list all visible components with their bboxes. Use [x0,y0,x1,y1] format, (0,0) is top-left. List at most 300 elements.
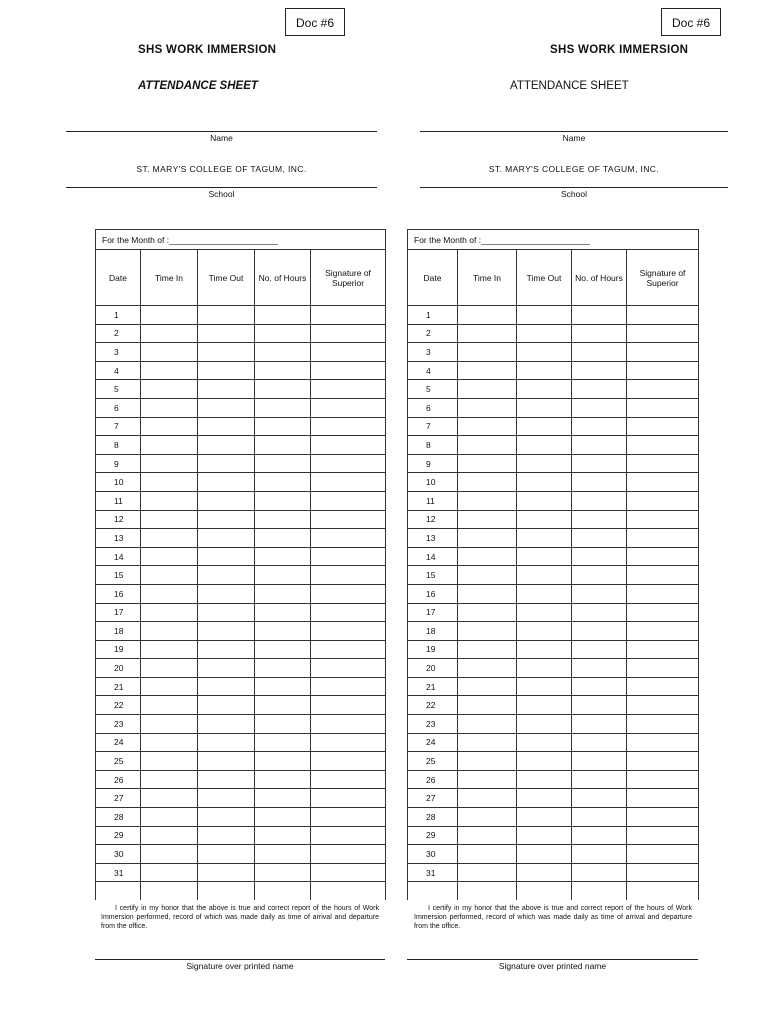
hours-cell[interactable] [255,417,311,436]
signature-cell[interactable] [311,343,386,362]
program-title: SHS WORK IMMERSION [138,44,277,56]
hours-cell[interactable] [255,454,311,473]
hours-cell[interactable] [255,770,311,789]
signature-cell[interactable] [627,622,699,641]
time-out-cell[interactable] [517,547,572,566]
time-in-cell[interactable] [458,436,517,455]
hours-cell[interactable] [572,770,627,789]
signature-cell[interactable] [311,863,386,882]
time-out-cell[interactable] [198,808,255,827]
hours-cell[interactable] [255,547,311,566]
hours-cell[interactable] [572,566,627,585]
table-row [96,398,386,417]
time-out-cell[interactable] [517,808,572,827]
table-row [408,361,699,380]
hours-cell[interactable] [572,826,627,845]
time-in-cell[interactable] [458,566,517,585]
signature-cell[interactable] [311,380,386,399]
hours-cell[interactable] [255,584,311,603]
hours-cell[interactable] [572,696,627,715]
signature-cell[interactable] [627,473,699,492]
time-out-cell[interactable] [198,715,255,734]
signature-cell[interactable] [627,808,699,827]
time-in-cell[interactable] [141,491,198,510]
signature-cell[interactable] [627,306,699,325]
signature-cell[interactable] [627,566,699,585]
signature-cell[interactable] [311,510,386,529]
hours-cell[interactable] [255,398,311,417]
time-out-cell[interactable] [517,529,572,548]
time-out-cell[interactable] [517,659,572,678]
time-in-cell[interactable] [458,306,517,325]
time-in-cell[interactable] [141,584,198,603]
signature-cell[interactable] [627,584,699,603]
time-in-cell[interactable] [141,733,198,752]
table-row [408,808,699,827]
hours-cell[interactable] [255,733,311,752]
time-out-cell[interactable] [198,398,255,417]
hours-cell[interactable] [255,789,311,808]
time-in-cell[interactable] [141,361,198,380]
time-out-cell[interactable] [517,789,572,808]
signature-cell[interactable] [311,696,386,715]
time-out-cell[interactable] [198,603,255,622]
time-in-cell[interactable] [458,510,517,529]
signature-cell[interactable] [627,826,699,845]
signature-cell[interactable] [311,845,386,864]
time-out-cell[interactable] [198,529,255,548]
hours-cell[interactable] [572,529,627,548]
table-row [408,510,699,529]
signature-cell[interactable] [627,491,699,510]
time-out-cell[interactable] [198,677,255,696]
doc-number-box: Doc #6 [285,8,345,36]
time-in-cell[interactable] [141,863,198,882]
hours-cell[interactable] [572,789,627,808]
hours-cell[interactable] [255,696,311,715]
table-row [96,845,386,864]
time-in-cell[interactable] [458,677,517,696]
time-in-cell[interactable] [458,324,517,343]
time-in-cell[interactable] [141,417,198,436]
time-in-cell[interactable] [141,770,198,789]
time-in-cell[interactable] [458,529,517,548]
hours-cell[interactable] [572,324,627,343]
header-row [408,250,699,306]
hours-cell[interactable] [255,361,311,380]
table-row [408,529,699,548]
signature-label: Signature over printed name [498,961,607,971]
time-out-cell[interactable] [517,398,572,417]
signature-cell[interactable] [311,473,386,492]
attendance-title: ATTENDANCE SHEET [510,80,629,92]
signature-cell[interactable] [627,677,699,696]
time-in-cell[interactable] [458,789,517,808]
signature-cell[interactable] [311,547,386,566]
time-out-cell[interactable] [517,306,572,325]
hours-cell[interactable] [255,603,311,622]
time-out-cell[interactable] [517,566,572,585]
signature-cell[interactable] [627,417,699,436]
month-label: For the Month of :_______________________ [96,230,386,250]
time-in-cell[interactable] [141,547,198,566]
hours-cell[interactable] [572,436,627,455]
doc-number-box: Doc #6 [661,8,721,36]
time-out-cell[interactable] [198,343,255,362]
column-header: Time In [141,250,198,306]
time-in-cell[interactable] [141,603,198,622]
program-title: SHS WORK IMMERSION [550,44,689,56]
hours-cell[interactable] [572,398,627,417]
school-line [420,187,728,188]
time-in-cell[interactable] [141,622,198,641]
signature-cell[interactable] [627,659,699,678]
time-in-cell[interactable] [141,306,198,325]
hours-cell[interactable] [572,677,627,696]
day-number: 27 [96,789,141,808]
hours-cell[interactable] [572,603,627,622]
signature-cell[interactable] [311,436,386,455]
time-out-cell[interactable] [517,677,572,696]
signature-cell[interactable] [627,863,699,882]
time-out-cell[interactable] [198,863,255,882]
signature-cell[interactable] [627,343,699,362]
time-out-cell[interactable] [198,640,255,659]
hours-cell[interactable] [572,491,627,510]
signature-cell[interactable] [311,659,386,678]
hours-cell[interactable] [572,715,627,734]
signature-cell[interactable] [311,677,386,696]
hours-cell[interactable] [255,752,311,771]
signature-cell[interactable] [311,640,386,659]
signature-cell[interactable] [311,417,386,436]
month-row [408,230,699,250]
hours-cell[interactable] [572,622,627,641]
time-out-cell[interactable] [198,696,255,715]
time-out-cell[interactable] [198,584,255,603]
time-in-cell[interactable] [141,566,198,585]
time-out-cell[interactable] [517,454,572,473]
time-in-cell[interactable] [141,454,198,473]
time-out-cell[interactable] [517,584,572,603]
time-in-cell[interactable] [458,473,517,492]
signature-cell[interactable] [311,566,386,585]
day-number: 25 [96,752,141,771]
signature-cell[interactable] [627,752,699,771]
time-out-cell[interactable] [198,770,255,789]
signature-cell[interactable] [627,845,699,864]
signature-cell[interactable] [627,640,699,659]
column-header: No. of Hours [255,250,311,306]
time-in-cell[interactable] [141,398,198,417]
time-in-cell[interactable] [141,529,198,548]
time-in-cell[interactable] [458,343,517,362]
time-out-cell[interactable] [198,826,255,845]
attendance-table [407,229,699,900]
hours-cell[interactable] [572,454,627,473]
day-number: 24 [96,733,141,752]
time-in-cell[interactable] [141,343,198,362]
time-out-cell[interactable] [198,733,255,752]
hours-cell[interactable] [255,715,311,734]
time-out-cell[interactable] [198,491,255,510]
time-out-cell[interactable] [198,436,255,455]
time-out-cell[interactable] [517,510,572,529]
time-out-cell[interactable] [517,622,572,641]
hours-cell[interactable] [572,584,627,603]
day-number: 16 [96,584,141,603]
hours-cell[interactable] [255,529,311,548]
time-in-cell[interactable] [458,640,517,659]
time-in-cell[interactable] [458,380,517,399]
hours-cell[interactable] [572,361,627,380]
day-number: 13 [408,529,458,548]
hours-cell[interactable] [572,380,627,399]
time-in-cell[interactable] [141,808,198,827]
table-row [96,417,386,436]
signature-cell[interactable] [627,380,699,399]
signature-cell[interactable] [311,733,386,752]
time-in-cell[interactable] [141,696,198,715]
time-in-cell[interactable] [458,808,517,827]
hours-cell[interactable] [255,826,311,845]
hours-cell[interactable] [572,306,627,325]
time-in-cell[interactable] [141,659,198,678]
time-out-cell[interactable] [198,361,255,380]
signature-cell[interactable] [627,603,699,622]
time-out-cell[interactable] [517,715,572,734]
time-out-cell[interactable] [198,417,255,436]
time-in-cell[interactable] [458,770,517,789]
time-in-cell[interactable] [458,584,517,603]
hours-cell[interactable] [572,510,627,529]
name-label: Name [210,133,233,143]
time-out-cell[interactable] [517,436,572,455]
day-number: 19 [96,640,141,659]
time-out-cell[interactable] [198,566,255,585]
time-out-cell[interactable] [517,324,572,343]
time-in-cell[interactable] [458,659,517,678]
signature-cell[interactable] [311,361,386,380]
name-line [420,131,728,132]
time-out-cell[interactable] [198,473,255,492]
hours-cell[interactable] [572,473,627,492]
time-out-cell[interactable] [517,491,572,510]
time-in-cell[interactable] [458,547,517,566]
signature-cell[interactable] [627,436,699,455]
hours-cell[interactable] [255,566,311,585]
time-out-cell[interactable] [517,696,572,715]
table-row [96,752,386,771]
time-out-cell[interactable] [198,510,255,529]
time-out-cell[interactable] [517,343,572,362]
table-row [96,677,386,696]
signature-cell[interactable] [311,454,386,473]
table-row [96,696,386,715]
time-out-cell[interactable] [198,789,255,808]
hours-cell[interactable] [255,640,311,659]
signature-cell[interactable] [627,770,699,789]
day-number: 26 [408,770,458,789]
time-in-cell[interactable] [141,715,198,734]
school-name: ST. MARY'S COLLEGE OF TAGUM, INC. [136,164,307,174]
hours-cell[interactable] [255,659,311,678]
time-in-cell[interactable] [141,436,198,455]
hours-cell[interactable] [255,845,311,864]
signature-cell[interactable] [311,808,386,827]
table-row [96,584,386,603]
hours-cell[interactable] [255,622,311,641]
signature-cell[interactable] [311,752,386,771]
hours-cell[interactable] [572,733,627,752]
time-out-cell[interactable] [198,845,255,864]
time-out-cell[interactable] [198,659,255,678]
time-in-cell[interactable] [141,510,198,529]
signature-cell[interactable] [311,398,386,417]
signature-cell[interactable] [627,510,699,529]
time-in-cell[interactable] [458,733,517,752]
signature-cell[interactable] [311,603,386,622]
hours-cell[interactable] [255,808,311,827]
hours-cell[interactable] [572,845,627,864]
hours-cell[interactable] [255,677,311,696]
time-out-cell[interactable] [517,380,572,399]
hours-cell[interactable] [255,510,311,529]
time-in-cell[interactable] [458,826,517,845]
blank-cell [572,882,627,901]
time-in-cell[interactable] [458,417,517,436]
time-in-cell[interactable] [141,845,198,864]
signature-cell[interactable] [627,398,699,417]
time-out-cell[interactable] [517,863,572,882]
attendance-table [95,229,386,900]
time-in-cell[interactable] [141,380,198,399]
hours-cell[interactable] [572,343,627,362]
signature-cell[interactable] [311,324,386,343]
attendance-table-body [408,230,699,901]
hours-cell[interactable] [572,863,627,882]
hours-cell[interactable] [255,343,311,362]
signature-cell[interactable] [311,789,386,808]
column-header: Time Out [198,250,255,306]
signature-cell[interactable] [311,622,386,641]
time-out-cell[interactable] [517,603,572,622]
time-out-cell[interactable] [198,622,255,641]
time-out-cell[interactable] [198,547,255,566]
signature-cell[interactable] [627,789,699,808]
time-out-cell[interactable] [517,826,572,845]
hours-cell[interactable] [572,640,627,659]
time-in-cell[interactable] [141,640,198,659]
time-out-cell[interactable] [198,380,255,399]
signature-cell[interactable] [627,454,699,473]
time-out-cell[interactable] [517,417,572,436]
signature-cell[interactable] [627,733,699,752]
hours-cell[interactable] [572,808,627,827]
time-in-cell[interactable] [141,473,198,492]
school-name: ST. MARY'S COLLEGE OF TAGUM, INC. [488,164,660,174]
time-in-cell[interactable] [458,361,517,380]
table-row [96,547,386,566]
time-in-cell[interactable] [458,752,517,771]
hours-cell[interactable] [572,417,627,436]
signature-cell[interactable] [627,529,699,548]
column-header: Date [408,250,458,306]
time-in-cell[interactable] [458,715,517,734]
time-out-cell[interactable] [517,473,572,492]
time-in-cell[interactable] [458,454,517,473]
time-out-cell[interactable] [198,306,255,325]
signature-cell[interactable] [311,715,386,734]
hours-cell[interactable] [572,659,627,678]
signature-cell[interactable] [627,361,699,380]
day-number: 7 [96,417,141,436]
time-in-cell[interactable] [141,752,198,771]
day-number: 31 [96,863,141,882]
signature-cell[interactable] [311,306,386,325]
hours-cell[interactable] [572,752,627,771]
time-in-cell[interactable] [141,324,198,343]
time-in-cell[interactable] [458,696,517,715]
hours-cell[interactable] [255,324,311,343]
signature-cell[interactable] [627,696,699,715]
signature-cell[interactable] [311,584,386,603]
time-out-cell[interactable] [517,640,572,659]
hours-cell[interactable] [255,436,311,455]
hours-cell[interactable] [255,380,311,399]
time-in-cell[interactable] [141,789,198,808]
time-out-cell[interactable] [198,324,255,343]
hours-cell[interactable] [255,473,311,492]
hours-cell[interactable] [572,547,627,566]
time-in-cell[interactable] [141,677,198,696]
blank-cell [141,882,198,901]
time-in-cell[interactable] [458,845,517,864]
signature-cell[interactable] [311,491,386,510]
time-out-cell[interactable] [198,454,255,473]
time-in-cell[interactable] [458,622,517,641]
hours-cell[interactable] [255,306,311,325]
time-in-cell[interactable] [458,398,517,417]
hours-cell[interactable] [255,491,311,510]
time-in-cell[interactable] [458,603,517,622]
signature-cell[interactable] [311,529,386,548]
time-in-cell[interactable] [141,826,198,845]
time-out-cell[interactable] [517,733,572,752]
blank-cell [255,882,311,901]
blank-cell [96,882,141,901]
signature-cell[interactable] [627,547,699,566]
table-row [408,770,699,789]
time-out-cell[interactable] [517,845,572,864]
table-row [96,808,386,827]
time-in-cell[interactable] [458,491,517,510]
signature-cell[interactable] [311,826,386,845]
time-in-cell[interactable] [458,863,517,882]
day-number: 5 [408,380,458,399]
day-number: 26 [96,770,141,789]
time-out-cell[interactable] [198,752,255,771]
time-out-cell[interactable] [517,770,572,789]
time-out-cell[interactable] [517,361,572,380]
day-number: 4 [96,361,141,380]
hours-cell[interactable] [255,863,311,882]
signature-cell[interactable] [627,715,699,734]
signature-cell[interactable] [311,770,386,789]
signature-cell[interactable] [627,324,699,343]
time-out-cell[interactable] [517,752,572,771]
blank-cell [517,882,572,901]
